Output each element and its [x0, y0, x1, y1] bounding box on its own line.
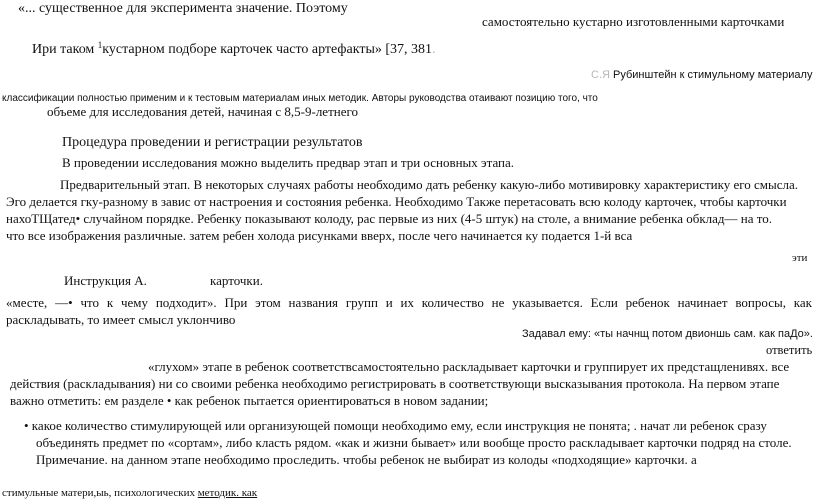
text-line: «... существенное для эксперимента значение. Поэтому	[18, 1, 348, 16]
text-fragment: Ири таком	[32, 42, 98, 57]
text-line: объеме для исследования детей, начиная с 8,5-9-летнего	[47, 104, 358, 119]
text-fragment: кустарном подборе карточек часто артефакты» [37, 381	[102, 42, 433, 57]
text-line: самостоятельно кустарно изготовленными карточками	[482, 14, 785, 29]
text-line: ответить	[766, 343, 813, 357]
text-line: эти	[792, 252, 808, 264]
section-heading: Процедура проведении и регистрации результатов	[62, 135, 363, 150]
text-line: Предварительный этап. В некоторых случаях работы необходимо дать ребенку какую-либо мотивировку характеристику его смысла.	[60, 177, 799, 192]
text-line	[32, 40, 436, 58]
text-line: Задавал ему: «ты начнщ потом двионшь сам. как паДо».	[522, 328, 813, 340]
text-fragment: Рубинштейн к стимульному материалу	[609, 69, 813, 81]
text-line: В проведении исследования можно выделить предвар этап и три основных этапа.	[62, 155, 515, 170]
author-initials: С.Я	[591, 69, 610, 81]
text-line: карточки.	[210, 273, 263, 288]
text-line: важно отметить: ем разделе • как ребенок пытается ориентироваться в новом задании;	[10, 393, 489, 408]
text-line: Эго делается гку-разному в завис от настроения и состояния ребенка. Необходимо Также перетасовать всю колоду карточек, чтобы карточки	[6, 194, 787, 209]
instruction-label: Инструкция А.	[64, 273, 147, 288]
text-line	[591, 69, 812, 82]
text-line: «месте, —• что к чему подходит». При этом названия групп и их количество не указывается. Если ребенок начинает вопросы, как	[6, 295, 812, 310]
list-item: • какое количество стимулирующей или организующей помощи необходимо ему, если инструкция не понята; . начат ли ребенок сразу	[24, 418, 767, 433]
text-line: что все изображения различные. затем ребен холода рисунками вверх, после чего начинается ку подается 1-й вса	[6, 228, 633, 243]
text-fragment: .	[432, 42, 436, 57]
note-line: Примечание. на данном этапе необходимо проследить. чтобы ребенок не выбират из колоды «подходящие» карточки. а	[36, 452, 697, 467]
list-item: объединять предмет по «сортам», либо класть рядом. «как и жизни бывает» или вообще просто раскладывает карточки подряд на столе.	[36, 435, 792, 450]
text-fragment: стимульные матери,ыь, психологических	[2, 487, 198, 499]
text-line: классификации полностью применим и к тестовым материалам иных методик. Авторы руководства отаивают позицию того, что	[2, 93, 598, 104]
text-line: нахоТЩатед• случайном порядке. Ребенку показывают колоду, рас первые из них (4-5 штук) на столе, а внимание ребенка обклад— на то.	[6, 211, 773, 226]
text-line: действия (раскладывания) ни со своими ребенка необходимо регистрировать в соответствующи высказывания протокола. На первом этапе	[10, 376, 780, 391]
text-line: раскладывать, то имеет смысл уклончиво	[6, 312, 236, 327]
text-line: «глухом» этапе в ребенок соответствсамостоятельно раскладывает карточки и группирует их предстащленивях. все	[148, 359, 790, 374]
footnote-marker: 1	[97, 40, 103, 50]
footer-line	[2, 487, 257, 500]
underlined-fragment: методик. как	[197, 487, 258, 499]
